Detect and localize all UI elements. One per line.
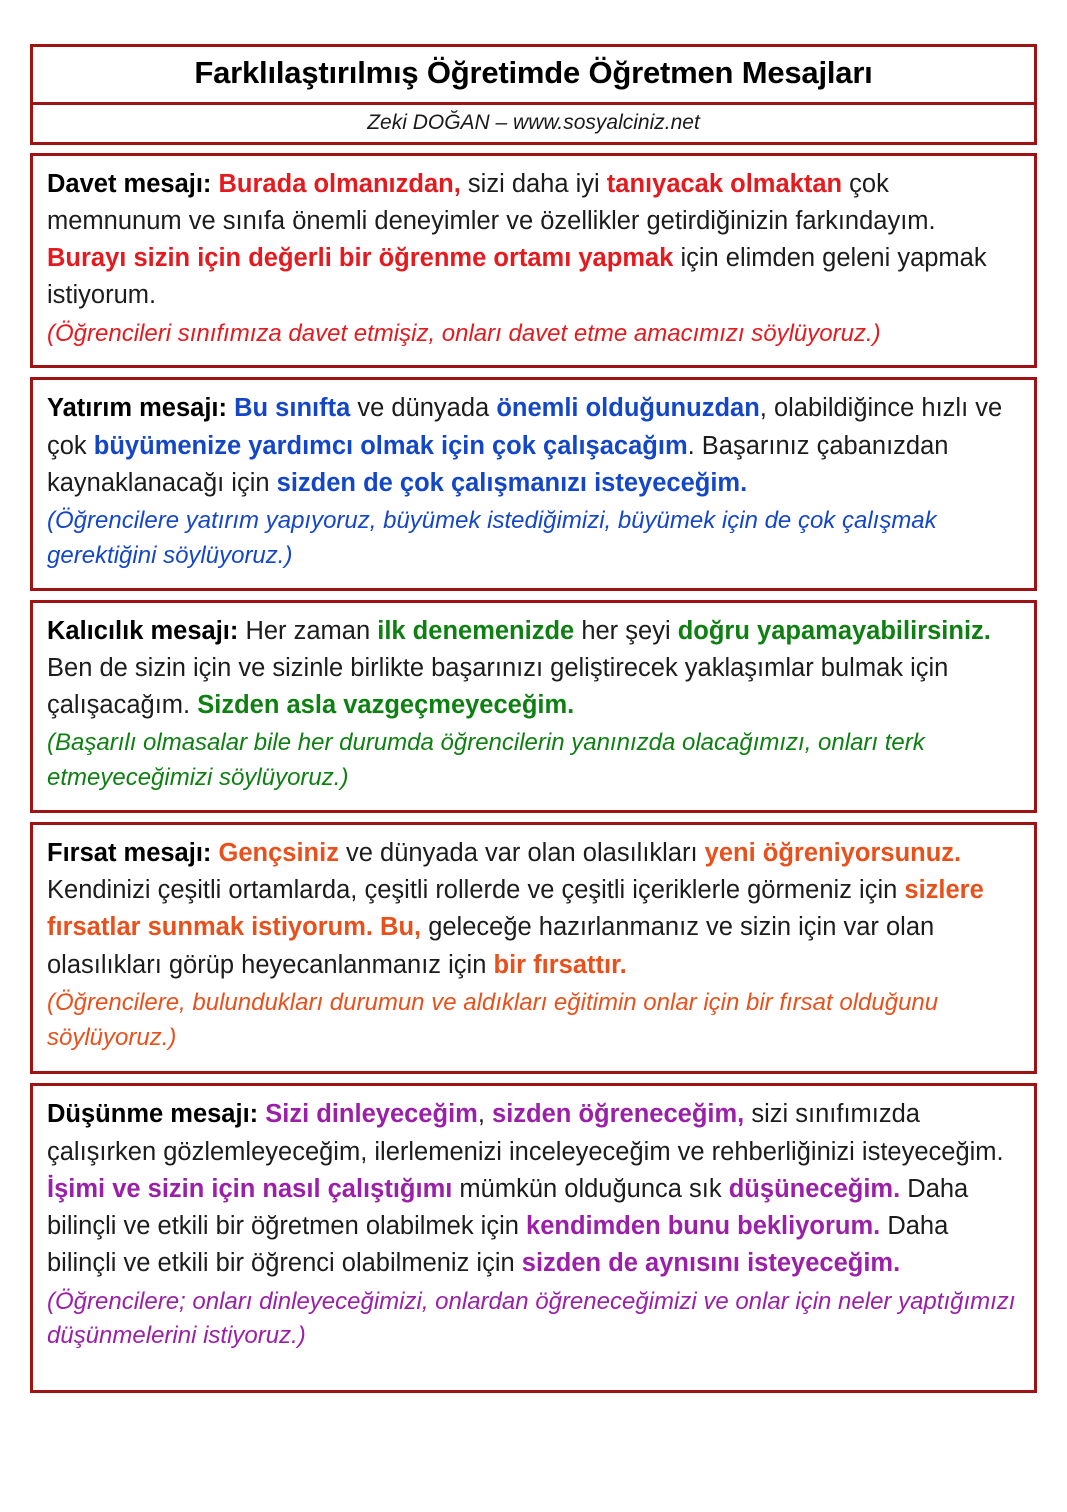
- highlighted-text: yeni öğreniyorsunuz.: [704, 838, 962, 867]
- message-box-firsat: [30, 822, 1037, 1074]
- body-text: her şeyi: [574, 616, 678, 645]
- highlighted-text: tanıyacak olmaktan: [606, 169, 843, 198]
- message-label-dusunme: Düşünme mesajı:: [47, 1100, 259, 1129]
- highlighted-text: sizden de aynısını isteyeceğim.: [521, 1249, 901, 1278]
- message-body-kalicilik: [47, 613, 1020, 725]
- body-text: sizi sınıfımızda çalışırken gözlemleyeceğim, ilerlemenizi inceleyeceğim ve rehberliğinizi isteyeceğim.: [47, 1100, 1004, 1166]
- message-note-davet: (Öğrencileri sınıfımıza davet etmişiz, onları davet etme amacımızı söylüyoruz.): [47, 319, 881, 347]
- body-text: . Başarınız çabanızdan kaynaklanacağı için: [47, 431, 949, 497]
- message-note-firsat: (Öğrencilere, bulundukları durumun ve aldıkları eğitimin onlar için bir fırsat olduğunu söylüyoruz.): [47, 988, 939, 1051]
- highlighted-text: Bu sınıfta: [234, 394, 351, 423]
- message-body-davet: [47, 166, 1020, 315]
- highlighted-text: sizden de çok çalışmanızı isteyeceğim.: [276, 468, 748, 497]
- highlighted-text: önemli olduğunuzdan: [496, 394, 760, 423]
- highlighted-text: kendimden bunu bekliyorum.: [526, 1212, 881, 1241]
- message-note-dusunme: (Öğrencilere; onları dinleyeceğimizi, onlardan öğreneceğimizi ve onlar için neler yaptığımızı düşünmelerini istiyoruz.): [47, 1287, 1016, 1350]
- body-text: Her zaman: [238, 616, 378, 645]
- message-box-davet: [30, 153, 1037, 369]
- document-header: [30, 44, 1037, 145]
- message-note-yatirim: (Öğrencilere yatırım yapıyoruz, büyümek istediğimizi, büyümek için de çok çalışmak gerektiğini söylüyoruz.): [47, 507, 937, 569]
- highlighted-text: sizlere fırsatlar sunmak istiyorum. Bu,: [47, 876, 984, 942]
- message-box-yatirim: [30, 377, 1037, 590]
- highlighted-text: büyümenize yardımcı olmak için çok çalışacağım: [93, 431, 688, 460]
- highlighted-text: doğru yapamayabilirsiniz.: [677, 616, 991, 645]
- page-title: Farklılaştırılmış Öğretimde Öğretmen Mesajları: [194, 55, 873, 90]
- body-text: ve dünyada var olan olasılıkları: [338, 838, 705, 867]
- highlighted-text: Burayı sizin için değerli bir öğrenme ortamı yapmak: [47, 244, 674, 273]
- message-body-dusunme: [47, 1096, 1020, 1282]
- message-label-davet: Davet mesajı:: [47, 169, 212, 198]
- highlighted-text: Sizden asla vazgeçmeyeceğim.: [197, 691, 575, 720]
- message-label-kalicilik: Kalıcılık mesajı:: [47, 616, 239, 645]
- body-text: Kendinizi çeşitli ortamlarda, çeşitli rollerde ve çeşitli içeriklerle görmeniz için: [47, 876, 905, 905]
- highlighted-text: bir fırsattır.: [493, 950, 627, 979]
- highlighted-text: Burada olmanızdan,: [218, 169, 461, 198]
- body-text: sizi daha iyi: [460, 169, 607, 198]
- body-text: çok memnunum ve sınıfa önemli deneyimler ve özellikler getirdiğinizin farkındayım.: [47, 169, 936, 236]
- body-text: mümkün olduğunca sık: [452, 1174, 729, 1203]
- message-body-yatirim: [47, 390, 1020, 502]
- highlighted-text: Sizi dinleyeceğim: [265, 1100, 478, 1129]
- body-text: geleceğe hazırlanmanız ve sizin için var olan olasılıkları görüp heyecanlanmanız için: [47, 913, 935, 979]
- body-text: için elimden geleni yapmak istiyorum.: [47, 244, 987, 310]
- body-text: ,: [477, 1100, 493, 1129]
- message-box-dusunme: [30, 1083, 1037, 1393]
- body-text: Daha bilinçli ve etkili bir öğretmen olabilmek için: [47, 1174, 969, 1241]
- body-text: Daha bilinçli ve etkili bir öğrenci olabilmeniz için: [47, 1212, 949, 1278]
- author-attribution: Zeki DOĞAN – www.sosyalciniz.net: [367, 110, 700, 134]
- message-label-firsat: Fırsat mesajı:: [47, 838, 212, 867]
- body-text: [211, 170, 218, 198]
- message-sections: [30, 153, 1037, 1393]
- message-label-yatirim: Yatırım mesajı:: [47, 394, 228, 423]
- body-text: Ben de sizin için ve sizinle birlikte başarınızı geliştirecek yaklaşımlar bulmak için çalışacağım.: [47, 653, 949, 720]
- highlighted-text: sizden öğreneceğim,: [492, 1100, 745, 1129]
- highlighted-text: ilk denemenizde: [377, 616, 575, 645]
- message-body-firsat: [47, 835, 1020, 984]
- body-text: [211, 839, 218, 867]
- highlighted-text: düşüneceğim.: [728, 1174, 901, 1203]
- message-box-kalicilik: [30, 600, 1037, 813]
- message-note-kalicilik: (Başarılı olmasalar bile her durumda öğrencilerin yanınızda olacağımızı, onları terk etmeyeceğimizi söylüyoruz.): [47, 729, 925, 792]
- highlighted-text: Gençsiniz: [218, 838, 339, 867]
- body-text: ve dünyada: [350, 394, 497, 423]
- highlighted-text: İşimi ve sizin için nasıl çalıştığımı: [47, 1174, 453, 1203]
- body-text: , olabildiğince hızlı ve çok: [47, 394, 1003, 460]
